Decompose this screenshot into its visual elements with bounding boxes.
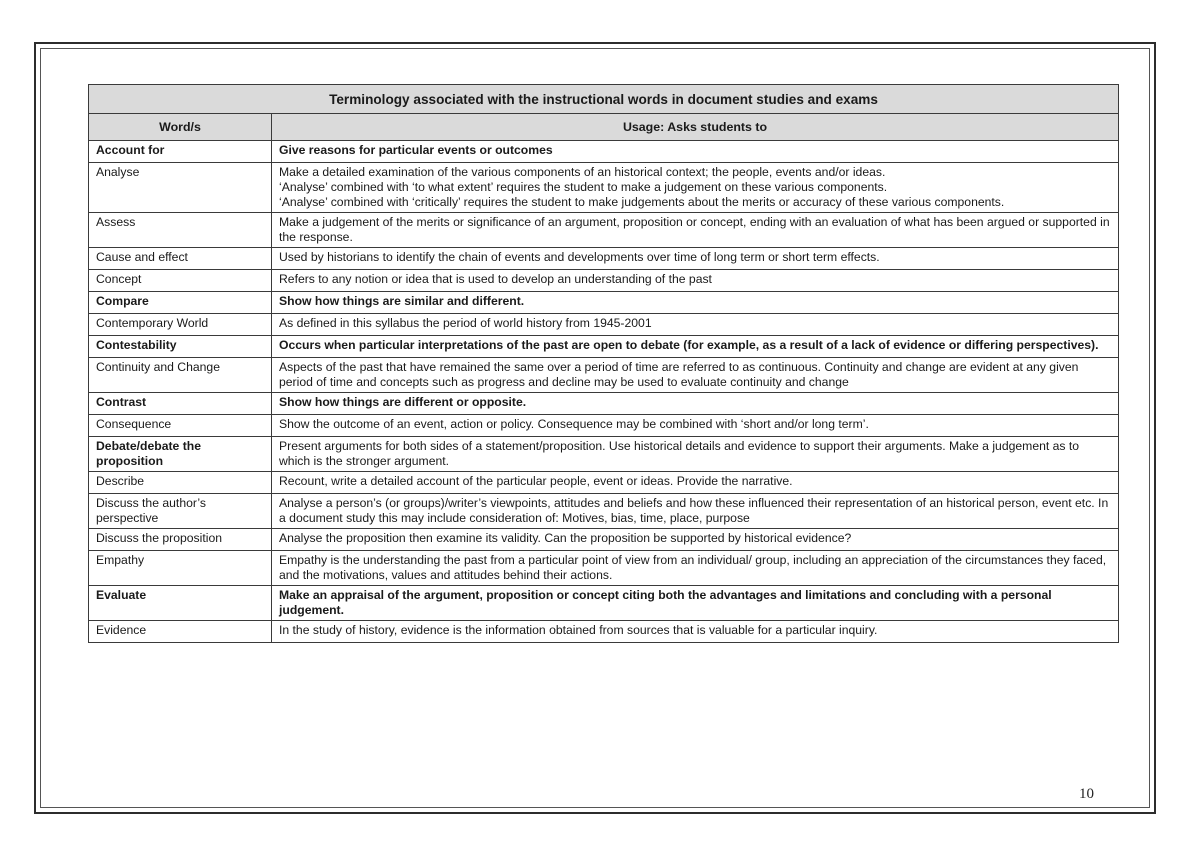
term-cell: Contestability (89, 336, 272, 358)
term-cell: Cause and effect (89, 248, 272, 270)
usage-cell (272, 529, 1119, 551)
usage-cell (272, 336, 1119, 358)
usage-text: Make an appraisal of the argument, proposition or concept citing both the advantages and limitations and concluding with a personal judgement. (279, 588, 1052, 617)
usage-text: Used by historians to identify the chain of events and developments over time of long term or short term effects. (279, 250, 880, 264)
table-row (89, 393, 1119, 415)
term-cell: Concept (89, 270, 272, 292)
column-header-word: Word/s (89, 114, 272, 141)
table-row (89, 248, 1119, 270)
table-row (89, 358, 1119, 393)
table-row (89, 141, 1119, 163)
term-cell: Discuss the proposition (89, 529, 272, 551)
term-cell: Evaluate (89, 586, 272, 621)
table-row (89, 292, 1119, 314)
usage-text: Show how things are different or opposite. (279, 395, 527, 409)
usage-cell (272, 270, 1119, 292)
table-title: Terminology associated with the instructional words in document studies and exams (89, 85, 1119, 114)
usage-text: Present arguments for both sides of a statement/proposition. Use historical details and evidence to support their arguments. Make a judgement as to which is the stronger argument. (279, 439, 1080, 468)
term-cell: Discuss the author’s perspective (89, 494, 272, 529)
term-cell: Debate/debate the proposition (89, 437, 272, 472)
usage-cell (272, 472, 1119, 494)
usage-cell (272, 141, 1119, 163)
table-body (89, 141, 1119, 643)
term-cell: Account for (89, 141, 272, 163)
term-cell: Evidence (89, 621, 272, 643)
usage-text: Make a detailed examination of the various components of an historical context; the people, events and/or ideas. (279, 165, 886, 179)
table-row (89, 472, 1119, 494)
usage-cell (272, 314, 1119, 336)
usage-text: In the study of history, evidence is the information obtained from sources that is valuable for a particular inquiry. (279, 623, 878, 637)
usage-text: Aspects of the past that have remained the same over a period of time are referred to as continuous. Continuity and change are evident at any given period of time and concepts such as progress and decline may be used to evaluate continuity and change (279, 360, 1079, 389)
table-row (89, 529, 1119, 551)
usage-cell (272, 494, 1119, 529)
table-row (89, 314, 1119, 336)
term-cell: Continuity and Change (89, 358, 272, 393)
usage-text: Show the outcome of an event, action or policy. Consequence may be combined with ‘short and/or long term’. (279, 417, 869, 431)
table-row (89, 437, 1119, 472)
usage-text: Analyse a person’s (or groups)/writer’s viewpoints, attitudes and beliefs and how these influenced their representation of an historical person, event etc. In a document study this may include consideration of: Motives, bias, time, place, purpose (279, 496, 1109, 525)
usage-text: Recount, write a detailed account of the particular people, event or ideas. Provide the narrative. (279, 474, 793, 488)
usage-text: Occurs when particular interpretations of the past are open to debate (for example, as a result of a lack of evidence or differing perspectives). (279, 338, 1099, 352)
term-cell: Empathy (89, 551, 272, 586)
usage-text: ‘Analyse’ combined with ‘to what extent’ requires the student to make a judgement on these various components. (279, 180, 888, 194)
column-header-usage: Usage: Asks students to (272, 114, 1119, 141)
page-number: 10 (1079, 786, 1094, 802)
term-cell: Contemporary World (89, 314, 272, 336)
table-row (89, 415, 1119, 437)
usage-cell (272, 292, 1119, 314)
table-row (89, 163, 1119, 213)
table-row (89, 494, 1119, 529)
table-row (89, 270, 1119, 292)
usage-cell (272, 551, 1119, 586)
usage-cell (272, 621, 1119, 643)
table-row (89, 336, 1119, 358)
term-cell: Assess (89, 213, 272, 248)
term-cell: Consequence (89, 415, 272, 437)
usage-text: Make a judgement of the merits or significance of an argument, proposition or concept, ending with an evaluation of what has been argued or supported in the response. (279, 215, 1110, 244)
usage-text: ‘Analyse’ combined with ‘critically’ requires the student to make judgements about the merits or accuracy of these various components. (279, 195, 1005, 209)
table-row (89, 551, 1119, 586)
term-cell: Analyse (89, 163, 272, 213)
table-row (89, 621, 1119, 643)
usage-cell (272, 358, 1119, 393)
usage-text: As defined in this syllabus the period of world history from 1945-2001 (279, 316, 652, 330)
usage-cell (272, 393, 1119, 415)
term-cell: Compare (89, 292, 272, 314)
usage-text: Analyse the proposition then examine its validity. Can the proposition be supported by historical evidence? (279, 531, 852, 545)
usage-text: Refers to any notion or idea that is used to develop an understanding of the past (279, 272, 712, 286)
usage-cell (272, 437, 1119, 472)
table-row (89, 586, 1119, 621)
usage-text: Show how things are similar and different. (279, 294, 525, 308)
usage-text: Give reasons for particular events or outcomes (279, 143, 553, 157)
terminology-table (88, 84, 1119, 643)
term-cell: Describe (89, 472, 272, 494)
usage-cell (272, 213, 1119, 248)
usage-cell (272, 163, 1119, 213)
usage-cell (272, 248, 1119, 270)
term-cell: Contrast (89, 393, 272, 415)
usage-text: Empathy is the understanding the past from a particular point of view from an individual/ group, including an appreciation of the circumstances they faced, and the motivations, values and attitudes behind their actions. (279, 553, 1107, 582)
usage-cell (272, 415, 1119, 437)
table-row (89, 213, 1119, 248)
usage-cell (272, 586, 1119, 621)
